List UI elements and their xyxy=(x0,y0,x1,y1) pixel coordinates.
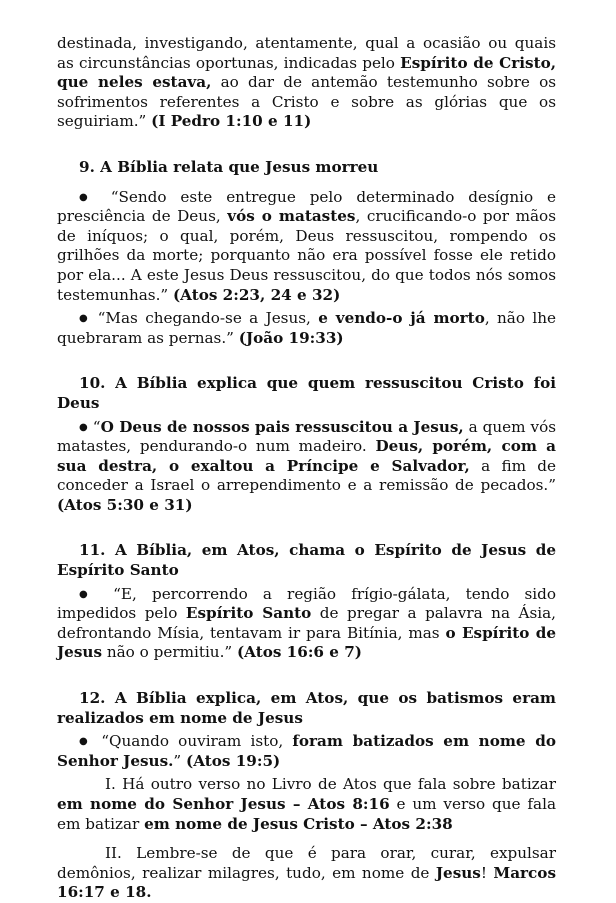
bold-run: Jesus xyxy=(435,863,481,882)
text-run: II. Lembre-se de que é para orar, curar, expulsar demônios, realizar milagres, tudo, em nome de xyxy=(57,844,556,882)
bold-run: o Espírito de Jesus xyxy=(57,623,556,662)
scripture-reference: (Atos 16:6 e 7) xyxy=(237,643,362,662)
bold-run: vós o matastes xyxy=(227,207,356,226)
section-12-heading: 12. A Bíblia explica, em Atos, que os batismos eram realizados em nome de Jesus xyxy=(57,689,556,727)
bullet-icon: ● xyxy=(79,313,91,325)
bold-run: e vendo-o já morto xyxy=(318,309,485,328)
scripture-reference: (Atos 19:5) xyxy=(186,751,281,770)
section-12-paragraph-2 xyxy=(57,775,556,834)
text-run: “Mas chegando-se a Jesus, xyxy=(90,309,319,328)
text-run: , crucificando-o por mãos de iníquos; o qual, porém, Deus ressuscitou, rompendo os grilhões da morte; porquanto não era possível fosse ele retido por ela... A este Jesus Deus ressuscitou, do que todos nós somos testemunhas.” xyxy=(57,207,556,304)
scripture-reference: (I Pedro 1:10 e 11) xyxy=(151,112,312,131)
text-run: e um verso que fala em batizar xyxy=(57,795,556,833)
intro-paragraph xyxy=(57,34,556,132)
text-run: “Sendo este entregue pelo determinado desígnio e presciência de Deus, xyxy=(57,187,557,226)
bullet-icon: ● xyxy=(79,191,97,203)
text-run: I. Há outro verso no Livro de Atos que fala sobre batizar xyxy=(105,775,556,794)
text-run: ” xyxy=(173,751,187,770)
section-9-heading: 9. A Bíblia relata que Jesus morreu xyxy=(79,157,379,176)
bold-run: Espírito Santo xyxy=(185,604,312,623)
text-run: “ xyxy=(87,417,101,436)
section-11-heading: 11. A Bíblia, em Atos, chama o Espírito de Jesus de Espírito Santo xyxy=(57,541,556,580)
text-run: destinada, investigando, atentamente, qual a ocasião ou quais as circunstâncias oportunas, indicadas pelo xyxy=(57,34,556,72)
bullet-icon: ● xyxy=(79,588,99,600)
text-run: “E, percorrendo a região frígio-gálata, tendo sido impedidos pelo xyxy=(57,584,556,623)
bold-run: em nome do Senhor Jesus – Atos 8:16 xyxy=(57,795,390,813)
section-11-paragraph-1 xyxy=(57,585,556,663)
text-run: ao dar de antemão testemunho sobre os sofrimentos referentes a Cristo e sobre as glórias que os seguiriam.” xyxy=(57,73,557,131)
section-10-heading: 10. A Bíblia explica que quem ressuscitou Cristo foi Deus xyxy=(57,374,556,412)
bullet-icon: ● xyxy=(79,421,88,433)
text-run: de pregar a palavra na Ásia, defrontando Mísia, tentavam ir para Bitínia, mas xyxy=(57,604,556,642)
bold-run: O Deus de nossos pais ressuscitou a Jesus, xyxy=(100,417,464,436)
bold-run: foram batizados em nome do Senhor Jesus. xyxy=(57,732,556,770)
text-run: não o permitiu.” xyxy=(102,643,237,662)
bold-run: em nome de Jesus Cristo – Atos 2:38 xyxy=(144,814,453,833)
scripture-reference: (Atos 2:23, 24 e 32) xyxy=(173,285,341,304)
section-12-paragraph-3 xyxy=(57,844,556,903)
section-10-paragraph-1 xyxy=(57,418,556,516)
section-12-paragraph-1 xyxy=(57,732,556,771)
bold-run: Espírito de Cristo, que neles estava, xyxy=(57,53,557,92)
text-run: a fim de conceder a Israel o arrependimento e a remissão de pecados.” xyxy=(57,456,557,495)
scripture-reference: Marcos 16:17 e 18. xyxy=(57,863,556,902)
section-9-paragraph-1 xyxy=(57,188,556,306)
text-run: ! xyxy=(480,863,494,882)
scripture-reference: (Atos 5:30 e 31) xyxy=(57,495,193,514)
text-run: a quem vós matastes, pendurando-o num madeiro. xyxy=(57,417,557,456)
bullet-icon: ● xyxy=(79,736,93,748)
scripture-reference: (João 19:33) xyxy=(238,328,344,347)
text-run: , não lhe quebraram as pernas.” xyxy=(57,309,557,347)
bold-run: Deus, porém, com a sua destra, o exaltou a Príncipe e Salvador, xyxy=(57,437,556,475)
section-9-paragraph-2 xyxy=(57,309,556,348)
text-run: “Quando ouviram isto, xyxy=(92,732,293,751)
